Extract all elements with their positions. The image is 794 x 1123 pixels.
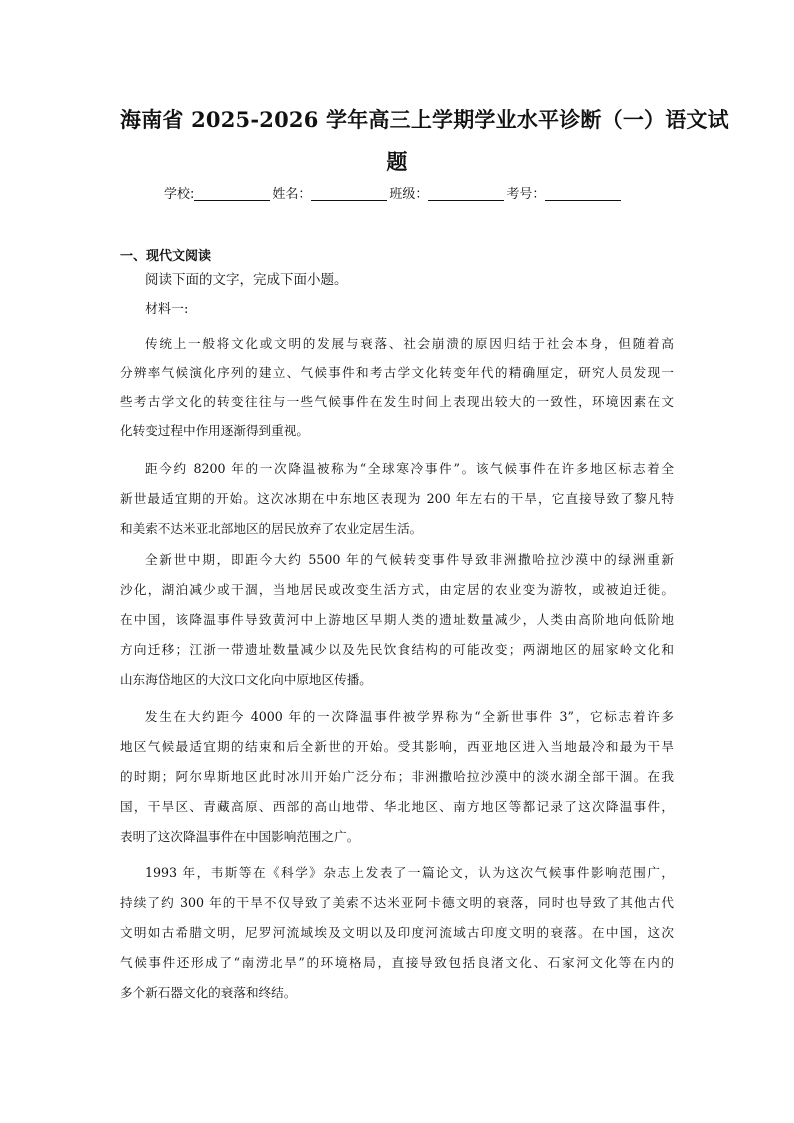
paragraph-line: 全新世中期，即距今大约 5500 年的气候转变事件导致非洲撒哈拉沙漠中的绿洲重新 — [145, 552, 674, 567]
paragraph-line: 些考古学文化的转变往往与一些气候事件在发生时间上表现出较大的一致性，环境因素在文 — [120, 394, 674, 409]
exam-number-label: 考号： — [506, 187, 546, 202]
paragraph-line: 地区气候最适宜期的结束和后全新世的开始。受其影响，西亚地区进入当地最冷和最为干旱 — [120, 739, 674, 754]
paragraph-line: 距今约 8200 年的一次降温被称为“全球寒冷事件”。该气候事件在许多地区标志着全 — [145, 461, 674, 476]
section-heading: 一、现代文阅读 — [120, 249, 212, 264]
paragraph-line: 的时期；阿尔卑斯地区此时冰川开始广泛分布；非洲撒哈拉沙漠中的淡水湖全部干涸。在我 — [120, 769, 674, 784]
school-blank — [194, 186, 270, 201]
paragraph-line: 在中国，该降温事件导致黄河中上游地区早期人类的遗址数量减少，人类由高阶地向低阶地 — [120, 612, 674, 627]
paragraph-line: 化转变过程中作用逐渐得到重视。 — [120, 423, 309, 438]
paragraph-line: 沙化，湖泊减少或干涸，当地居民或改变生活方式，由定居的农业变为游牧，或被迫迁徙。 — [120, 582, 674, 597]
paragraph-line: 山东海岱地区的大汶口文化向中原地区传播。 — [120, 672, 372, 687]
name-label: 姓名： — [272, 187, 312, 202]
student-info-row — [164, 183, 644, 202]
paragraph-line: 国，干旱区、青藏高原、西部的高山地带、华北地区、南方地区等都记录了这次降温事件， — [120, 799, 674, 814]
paragraph-line: 分辨率气候演化序列的建立、气候事件和考古学文化转变年代的精确厘定，研究人员发现一 — [120, 365, 674, 380]
material-label: 材料一: — [145, 302, 189, 317]
paragraph-line: 表明了这次降温事件在中国影响范围之广。 — [120, 829, 360, 844]
paragraph-line: 气候事件还形成了“南涝北旱”的环境格局，直接导致包括良渚文化、石家河文化等在内的 — [120, 955, 674, 970]
class-label: 班级： — [389, 187, 429, 202]
school-label: 学校: — [164, 187, 195, 202]
name-blank — [311, 186, 387, 201]
reading-instruction: 阅读下面的文字，完成下面小题。 — [145, 272, 348, 288]
paragraph-line: 传统上一般将文化或文明的发展与衰落、社会崩溃的原因归结于社会本身，但随着高 — [145, 336, 674, 351]
exam-title-line-2: 题 — [386, 149, 408, 174]
paragraph-line: 新世最适宜期的开始。这次冰期在中东地区表现为 200 年左右的干旱，它直接导致了黎凡特 — [120, 491, 674, 506]
paragraph-line: 和美索不达米亚北部地区的居民放弃了农业定居生活。 — [120, 521, 423, 536]
paragraph-line: 1993 年，韦斯等在《科学》杂志上发表了一篇论文，认为这次气候事件影响范围广， — [145, 865, 674, 880]
paragraph-line: 方向迁移；江浙一带遗址数量减少以及先民饮食结构的可能改变；两湖地区的屈家岭文化和 — [120, 642, 674, 657]
paragraph-line: 文明如古希腊文明，尼罗河流域埃及文明以及印度河流域古印度文明的衰落。在中国，这次 — [120, 925, 674, 940]
paragraph-line: 持续了约 300 年的干旱不仅导致了美索不达米亚阿卡德文明的衰落，同时也导致了其他古代 — [120, 895, 674, 910]
exam-title-line-1: 海南省 2025-2026 学年高三上学期学业水平诊断（一）语文试 — [120, 107, 729, 132]
paragraph-line: 多个新石器文化的衰落和终结。 — [120, 985, 297, 1000]
class-blank — [428, 186, 504, 201]
exam-number-blank — [545, 186, 621, 201]
paragraph-line: 发生在大约距今 4000 年的一次降温事件被学界称为“全新世事件 3”，它标志着许多 — [145, 709, 674, 724]
